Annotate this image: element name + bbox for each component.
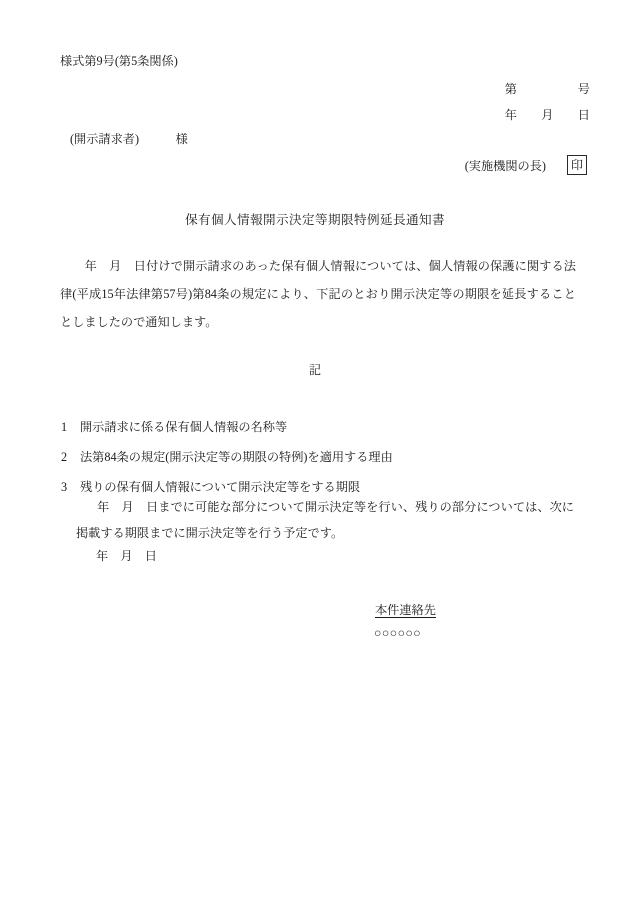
issue-date-line: 年 月 日 (504, 108, 590, 122)
document-title: 保有個人情報開示決定等期限特例延長通知書 (185, 213, 445, 227)
list-item (61, 412, 393, 442)
item-number: 2 (61, 450, 68, 464)
document-number-line: 第 号 (504, 82, 590, 96)
item-list (61, 412, 393, 502)
item-text: 残りの保有個人情報について開示決定等をする期限 (80, 480, 361, 494)
item3-deadline-line: 年 月 日 (96, 549, 157, 563)
list-item (61, 442, 393, 472)
issuer-row (465, 155, 587, 175)
seal-stamp-box: 印 (567, 155, 587, 175)
item3-detail-paragraph: 年 月 日までに可能な部分について開示決定等を行い、残りの部分については、次に掲載する期限までに開示決定等を行う予定です。 (76, 500, 574, 540)
item-text: 開示請求に係る保有個人情報の名称等 (80, 420, 288, 434)
item-number: 1 (61, 420, 68, 434)
contact-value: ○○○○○○ (374, 626, 422, 640)
record-marker: 記 (308, 363, 322, 377)
item-text: 法第84条の規定(開示決定等の期限の特例)を適用する理由 (80, 450, 393, 464)
item-number: 3 (61, 480, 68, 494)
contact-heading: 本件連絡先 (375, 603, 436, 617)
form-number: 様式第9号(第5条関係) (60, 54, 178, 68)
addressee-line: (開示請求者) 様 (70, 132, 188, 146)
body-paragraph: 年 月 日付けで開示請求のあった保有個人情報については、個人情報の保護に関する法律(平成15年法律第57号)第84条の規定により、下記のとおり開示決定等の期限を延長することとしましたので通知します。 (60, 259, 576, 329)
issuer-label: (実施機関の長) (464, 158, 546, 173)
